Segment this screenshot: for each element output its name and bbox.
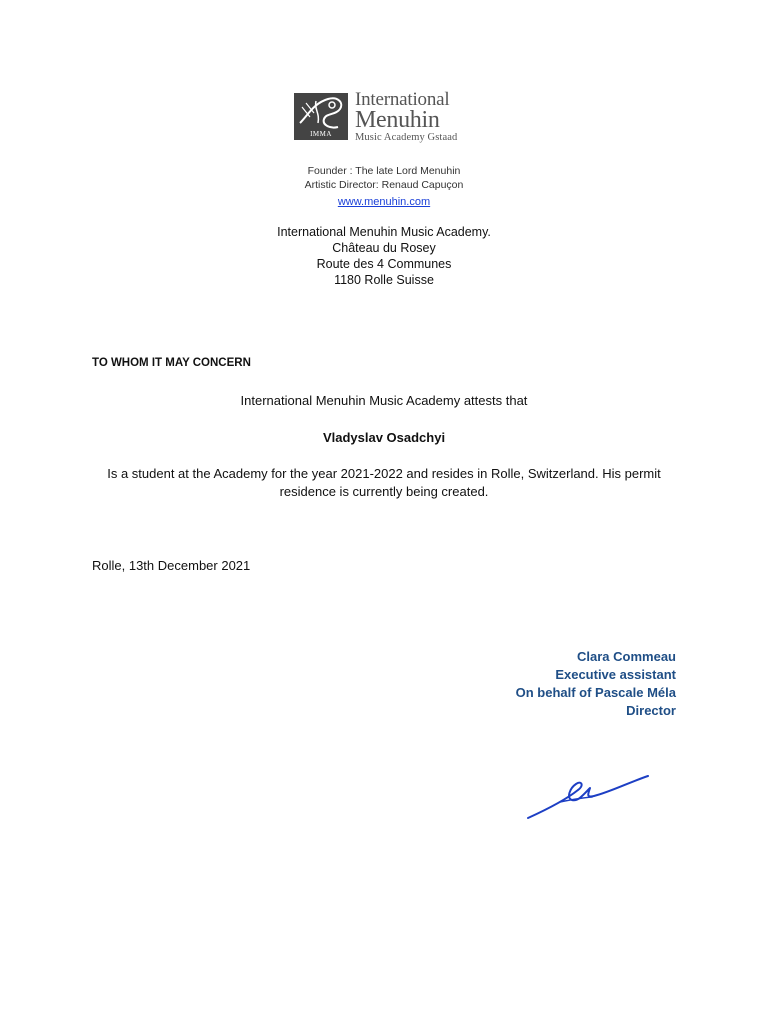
attestation-line: International Menuhin Music Academy attests that	[240, 393, 528, 408]
violin-emblem-icon	[294, 93, 348, 140]
signatory-block	[516, 648, 676, 720]
student-statement: Is a student at the Academy for the year 2021-2022 and resides in Rolle, Switzerland. His permit residence is currently being created.	[107, 466, 661, 499]
address-line-1: International Menuhin Music Academy.	[277, 225, 491, 239]
address-line-2: Château du Rosey	[332, 241, 436, 255]
letterhead-info	[0, 164, 768, 210]
student-name: Vladyslav Osadchyi	[322, 430, 446, 445]
logo-mark-label: IMMA	[310, 130, 332, 138]
address-line-3: Route des 4 Communes	[316, 257, 452, 271]
signatory-title: Executive assistant	[555, 667, 676, 682]
date-line: Rolle, 13th December 2021	[92, 558, 251, 573]
logo-line-3: Music Academy Gstaad	[355, 132, 458, 143]
academy-address	[0, 224, 768, 288]
handwritten-signature	[520, 768, 656, 832]
academy-logo	[294, 90, 478, 144]
founder-line: Founder : The late Lord Menuhin	[307, 165, 461, 177]
signatory-on-behalf: On behalf of Pascale Méla	[515, 685, 676, 700]
signatory-name: Clara Commeau	[577, 649, 676, 664]
logo-line-1: International	[355, 89, 450, 110]
logo-line-2: Menuhin	[355, 107, 440, 133]
website-link[interactable]: www.menuhin.com	[337, 196, 431, 208]
artistic-director-line: Artistic Director: Renaud Capuçon	[304, 179, 464, 191]
signatory-role: Director	[626, 703, 676, 718]
salutation: TO WHOM IT MAY CONCERN	[92, 357, 251, 369]
address-line-4: 1180 Rolle Suisse	[334, 273, 434, 287]
logo-wordmark	[355, 90, 457, 144]
